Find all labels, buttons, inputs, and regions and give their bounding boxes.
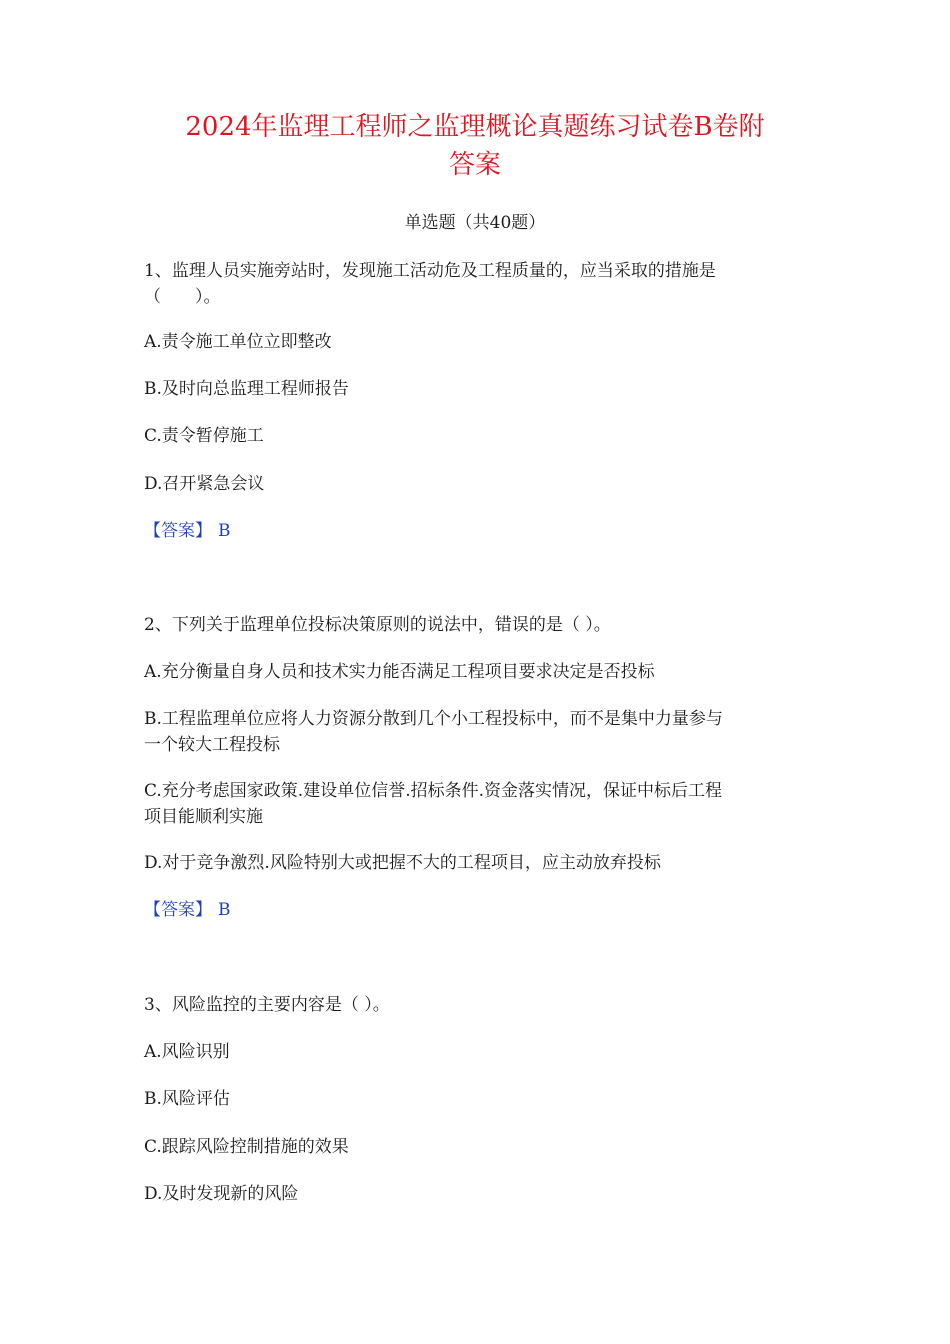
- section-heading: 单选题（共40题）: [404, 213, 546, 233]
- document-title-line2: 答案: [448, 150, 501, 180]
- question-1-stem-line1: 1、监理人员实施旁站时，发现施工活动危及工程质量的，应当采取的措施是: [144, 261, 716, 281]
- answer-tag: 【答案】: [144, 521, 212, 541]
- answer-value: B: [218, 521, 231, 541]
- question-3-option-c: C.跟踪风险控制措施的效果: [144, 1137, 349, 1157]
- answer-tag: 【答案】: [144, 900, 212, 920]
- question-2-option-d: D.对于竞争激烈.风险特别大或把握不大的工程项目，应主动放弃投标: [144, 853, 661, 873]
- question-3-stem: 3、风险监控的主要内容是（ ）。: [144, 995, 390, 1015]
- question-1-stem-line2: （ ）。: [144, 287, 221, 307]
- question-2-option-c-line1: C.充分考虑国家政策.建设单位信誉.招标条件.资金落实情况，保证中标后工程: [144, 781, 723, 801]
- question-1-option-b: B.及时向总监理工程师报告: [144, 379, 349, 399]
- question-1-option-d: D.召开紧急会议: [144, 474, 265, 494]
- question-2-option-c-line2: 项目能顺利实施: [144, 807, 263, 827]
- question-3-option-d: D.及时发现新的风险: [144, 1184, 299, 1204]
- question-2-option-b-line1: B.工程监理单位应将人力资源分散到几个小工程投标中，而不是集中力量参与: [144, 709, 723, 729]
- question-2-option-b-line2: 一个较大工程投标: [144, 735, 280, 755]
- question-2-answer: [144, 897, 814, 923]
- document-title-line1: 2024年监理工程师之监理概论真题练习试卷B卷附: [185, 112, 765, 142]
- question-2-stem: 2、下列关于监理单位投标决策原则的说法中，错误的是（ ）。: [144, 615, 611, 635]
- question-1-option-a: A.责令施工单位立即整改: [144, 332, 332, 352]
- question-3-option-a: A.风险识别: [144, 1042, 230, 1062]
- answer-value: B: [218, 900, 231, 920]
- document-title: [140, 108, 810, 184]
- question-3-option-b: B.风险评估: [144, 1089, 230, 1109]
- question-1-answer: [144, 518, 814, 544]
- question-2-option-a: A.充分衡量自身人员和技术实力能否满足工程项目要求决定是否投标: [144, 662, 655, 682]
- question-1-option-c: C.责令暂停施工: [144, 426, 264, 446]
